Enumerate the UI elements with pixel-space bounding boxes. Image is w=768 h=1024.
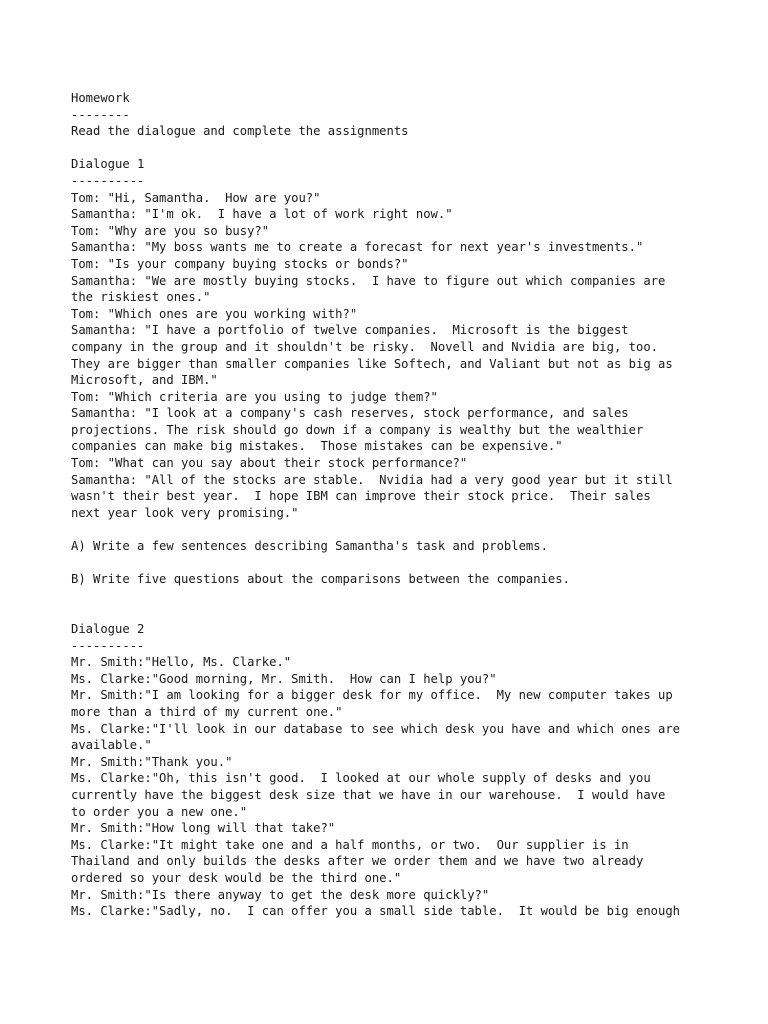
dialogue-line: Thailand and only builds the desks after we order them and we have two already [71, 854, 644, 869]
dialogue-line: Mr. Smith:"Hello, Ms. Clarke." [71, 655, 292, 670]
dialogue-2-underline: ---------- [71, 638, 145, 653]
dialogue-line: Mr. Smith:"Is there anyway to get the desk more quickly?" [71, 887, 490, 902]
dialogue-line: They are bigger than smaller companies like Softech, and Valiant but not as big as [71, 356, 673, 371]
blank-line [71, 588, 751, 605]
dialogue-line: wasn't their best year. I hope IBM can improve their stock price. Their sales [71, 489, 651, 504]
dialogue-line: Ms. Clarke:"It might take one and a half months, or two. Our supplier is in [71, 837, 629, 852]
dialogue-line: Mr. Smith:"Thank you." [71, 754, 233, 769]
dialogue-line: projections. The risk should go down if a company is wealthy but the wealthier [71, 422, 644, 437]
dialogue-line: Samantha: "We are mostly buying stocks. I have to figure out which companies are [71, 273, 666, 288]
dialogue-line: companies can make big mistakes. Those mistakes can be expensive." [71, 439, 563, 454]
assignment-b: B) Write five questions about the comparisons between the companies. [71, 572, 570, 587]
dialogue-1-underline: ---------- [71, 173, 145, 188]
dialogue-line: more than a third of my current one." [71, 704, 343, 719]
dialogue-line: Samantha: "My boss wants me to create a forecast for next year's investments." [71, 240, 644, 255]
dialogue-1-heading: Dialogue 1 [71, 157, 145, 172]
dialogue-line: Tom: "Which criteria are you using to judge them?" [71, 389, 438, 404]
dialogue-line: to order you a new one." [71, 804, 248, 819]
dialogue-line: Samantha: "I'm ok. I have a lot of work right now." [71, 207, 453, 222]
dialogue-line: Tom: "What can you say about their stock performance?" [71, 456, 468, 471]
dialogue-line: Samantha: "I look at a company's cash reserves, stock performance, and sales [71, 406, 629, 421]
dialogue-line: company in the group and it shouldn't be risky. Novell and Nvidia are big, too. [71, 339, 658, 354]
dialogue-2-heading: Dialogue 2 [71, 622, 145, 636]
dialogue-line: Samantha: "I have a portfolio of twelve companies. Microsoft is the biggest [71, 323, 629, 338]
dialogue-line: Mr. Smith:"How long will that take?" [71, 821, 336, 836]
instructions: Read the dialogue and complete the assignments [71, 124, 409, 139]
dialogue-line: Tom: "Which ones are you working with?" [71, 306, 358, 321]
dialogue-line: Tom: "Is your company buying stocks or bonds?" [71, 256, 409, 271]
dialogue-line: the riskiest ones." [71, 290, 211, 305]
dialogue-line: Samantha: "All of the stocks are stable. Nvidia had a very good year but it still [71, 472, 673, 487]
dialogue-line: Microsoft, and IBM." [71, 373, 218, 388]
dialogue-line: Ms. Clarke:"Sadly, no. I can offer you a small side table. It would be big enough [71, 904, 681, 919]
dialogue-line: Tom: "Hi, Samantha. How are you?" [71, 190, 321, 205]
dialogue-line: next year look very promising." [71, 505, 299, 520]
title-underline: -------- [71, 107, 130, 122]
dialogue-line: Ms. Clarke:"Oh, this isn't good. I looked at our whole supply of desks and you [71, 771, 651, 786]
document-page [71, 90, 751, 920]
blank-line [71, 555, 751, 572]
dialogue-line: Ms. Clarke:"Good morning, Mr. Smith. How can I help you?" [71, 671, 497, 686]
doc-title: Homework [71, 91, 130, 105]
blank-line [71, 521, 751, 538]
dialogue-line: ordered so your desk would be the third one." [71, 870, 402, 885]
dialogue-line: Mr. Smith:"I am looking for a bigger desk for my office. My new computer takes up [71, 688, 673, 703]
blank-line [71, 604, 751, 621]
dialogue-line: currently have the biggest desk size that we have in our warehouse. I would have [71, 787, 666, 802]
blank-line [71, 140, 751, 157]
dialogue-line: Tom: "Why are you so busy?" [71, 223, 270, 238]
dialogue-line: Ms. Clarke:"I'll look in our database to see which desk you have and which ones are [71, 721, 681, 736]
assignment-a: A) Write a few sentences describing Samantha's task and problems. [71, 539, 548, 554]
dialogue-line: available." [71, 738, 152, 753]
